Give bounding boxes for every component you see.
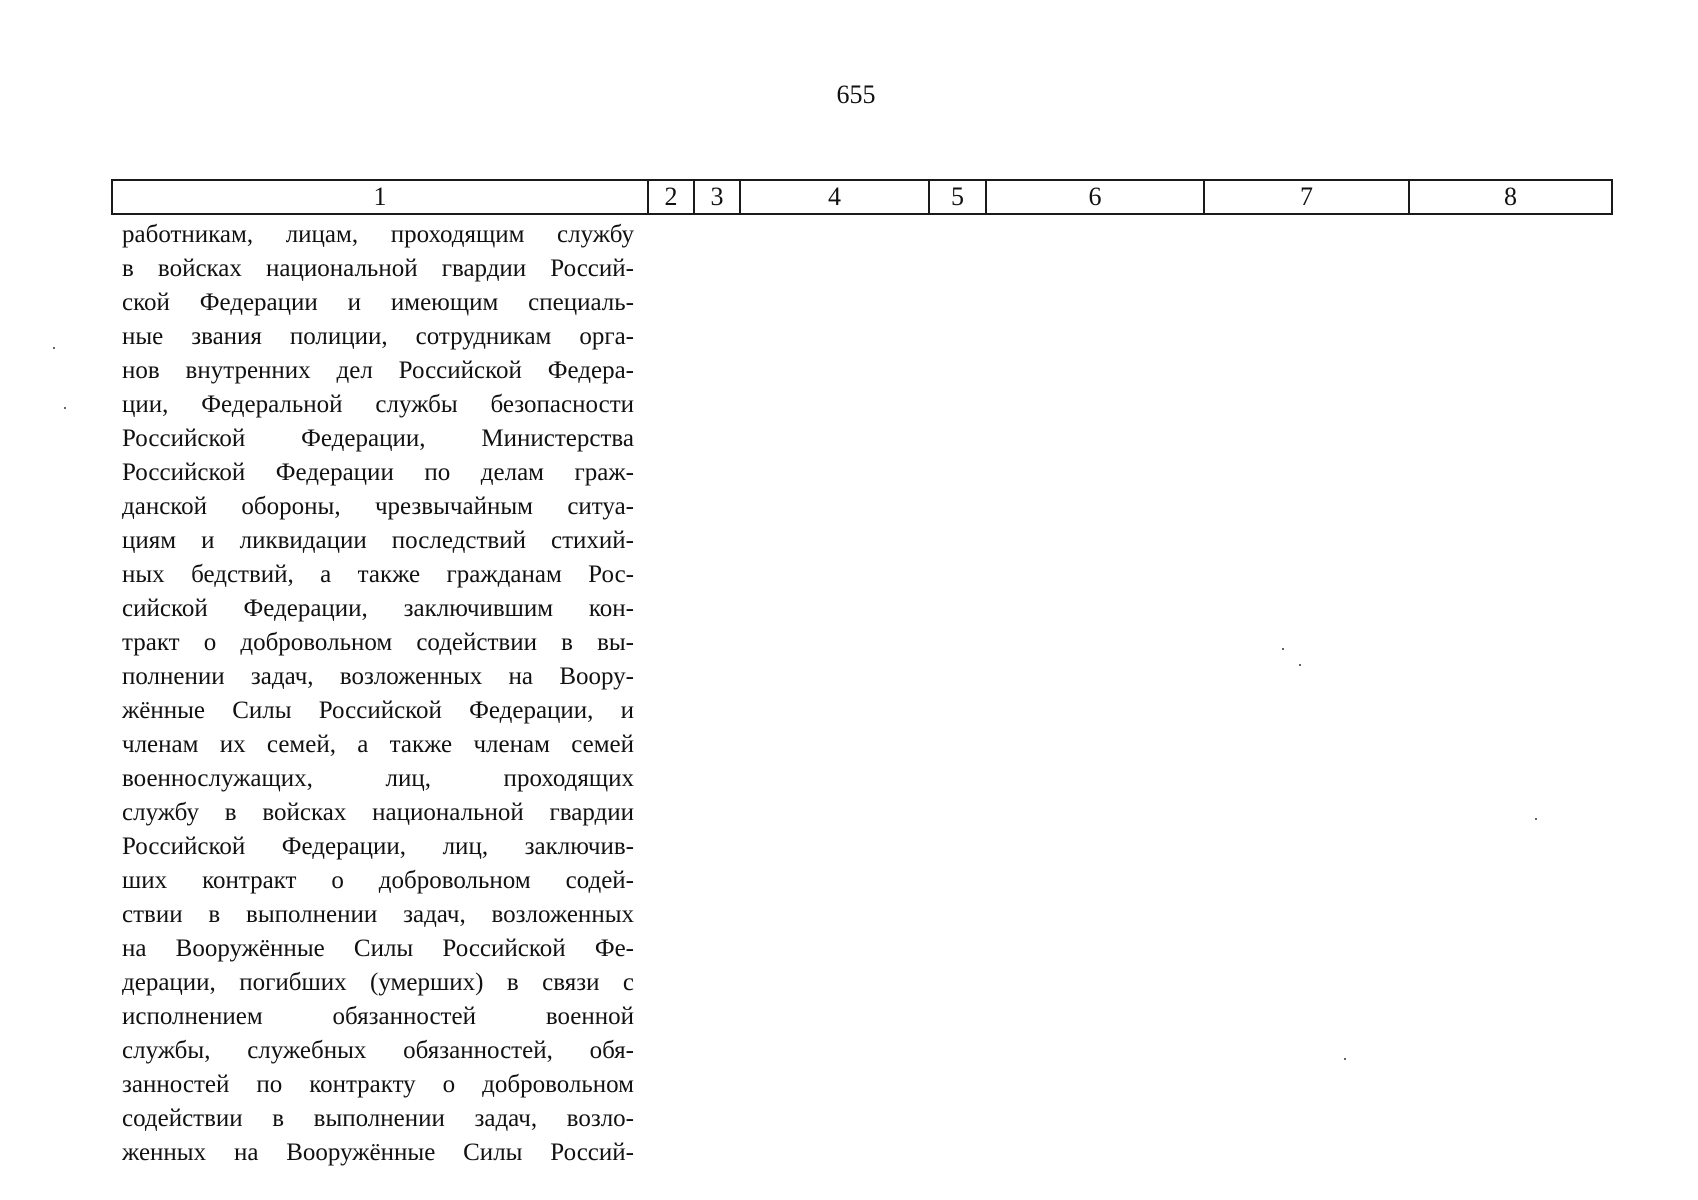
text-line: службу в войсках национальной гвардии	[122, 799, 634, 826]
column-header-8: 8	[1409, 180, 1612, 214]
text-line: данской обороны, чрезвычайным ситуа-	[122, 493, 634, 520]
scan-speck	[64, 407, 66, 409]
text-line: сийской Федерации, заключившим кон-	[122, 595, 634, 622]
text-line: Российской Федерации по делам граж-	[122, 459, 634, 486]
text-line: Российской Федерации, Министерства	[122, 425, 634, 452]
text-line: женных на Вооружённые Силы Россий-	[122, 1139, 634, 1166]
text-line: содействии в выполнении задач, возло-	[122, 1105, 634, 1132]
text-line: ции, Федеральной службы безопасности	[122, 391, 634, 418]
text-line: службы, служебных обязанностей, обя-	[122, 1037, 634, 1064]
text-line: нов внутренних дел Российской Федера-	[122, 357, 634, 384]
text-line: ствии в выполнении задач, возложенных	[122, 901, 634, 928]
text-line: ших контракт о добровольном содей-	[122, 867, 634, 894]
text-line: исполнением обязанностей военной	[122, 1003, 634, 1030]
text-line: членам их семей, а также членам семей	[122, 731, 634, 758]
text-line: на Вооружённые Силы Российской Фе-	[122, 935, 634, 962]
text-line: циям и ликвидации последствий стихий-	[122, 527, 634, 554]
page-number: 655	[836, 80, 876, 109]
column-header-1: 1	[112, 180, 648, 214]
text-line: полнении задач, возложенных на Воору-	[122, 663, 634, 690]
text-line: Российской Федерации, лиц, заключив-	[122, 833, 634, 860]
column-header-2: 2	[648, 180, 694, 214]
text-line: ской Федерации и имеющим специаль-	[122, 289, 634, 316]
text-line: работникам, лицам, проходящим службу	[122, 221, 634, 248]
column-header-4: 4	[740, 180, 929, 214]
text-line: ных бедствий, а также гражданам Рос-	[122, 561, 634, 588]
table-header-row	[112, 180, 1612, 214]
column-header-3: 3	[694, 180, 740, 214]
text-line: военнослужащих, лиц, проходящих	[122, 765, 634, 792]
column-1-body-text	[122, 218, 634, 1170]
scan-speck	[1299, 664, 1301, 666]
column-header-6: 6	[986, 180, 1204, 214]
scan-speck	[1535, 818, 1537, 820]
text-line: в войсках национальной гвардии Россий-	[122, 255, 634, 282]
text-line: дерации, погибших (умерших) в связи с	[122, 969, 634, 996]
text-line: тракт о добровольном содействии в вы-	[122, 629, 634, 656]
column-header-5: 5	[929, 180, 986, 214]
text-line: жённые Силы Российской Федерации, и	[122, 697, 634, 724]
text-line: занностей по контракту о добровольном	[122, 1071, 634, 1098]
scan-speck	[53, 347, 55, 349]
table-header	[111, 179, 1613, 215]
scan-speck	[1282, 648, 1284, 650]
scan-speck	[1344, 1058, 1346, 1060]
text-line: ные звания полиции, сотрудникам орга-	[122, 323, 634, 350]
column-header-7: 7	[1204, 180, 1409, 214]
